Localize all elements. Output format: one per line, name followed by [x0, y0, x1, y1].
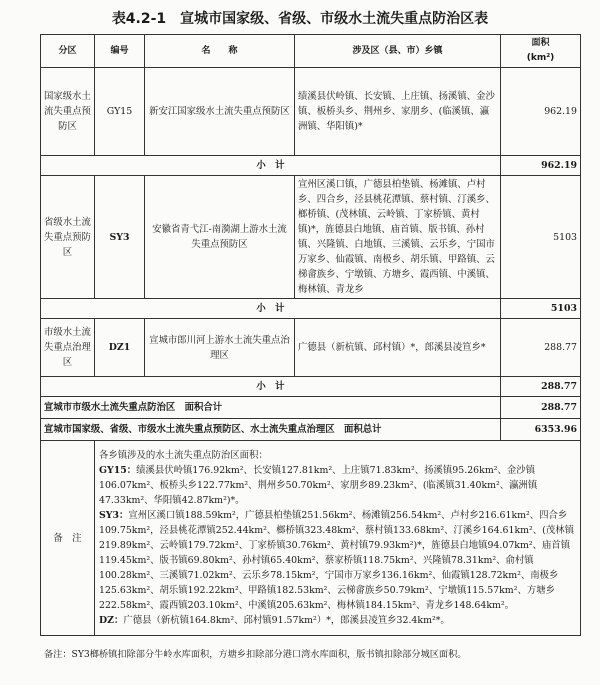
zone-name-cell: 宣城市郎川河上游水土流失重点治理区 — [145, 319, 295, 377]
category-cell: 市级水土流失重点治理区 — [41, 319, 95, 377]
notes-intro: 各乡镇涉及的水土流失重点防治区面积： — [99, 450, 268, 461]
city-total-row — [41, 397, 581, 419]
area-cell: 962.19 — [501, 68, 581, 156]
counties-cell: 广德县（新杭镇、邱村镇）*，郎溪县凌笪乡* — [295, 319, 501, 377]
footnote: 备注：SY3榔桥镇扣除部分牛岭水库面积，方塘乡扣除部分港口湾水库面积，版书镇扣除部分城区面积。 — [44, 649, 467, 660]
notes-dz-code: DZ： — [99, 615, 124, 626]
zone-name-cell: 安徽省青弋江-南漪湖上游水土流失重点预防区 — [145, 176, 295, 299]
header-category: 分区 — [41, 35, 95, 68]
table-row — [41, 68, 581, 156]
city-total-label: 宣城市市级水土流失重点防治区 面积合计 — [41, 397, 501, 419]
notes-gy15-code: GY15： — [99, 465, 137, 476]
code-cell: GY15 — [95, 68, 145, 156]
notes-content — [95, 441, 581, 636]
category-cell: 省级水土流失重点预防区 — [41, 176, 95, 299]
subtotal-label: 小 计 — [41, 377, 501, 397]
counties-cell: 绩溪县伏岭镇、长安镇、上庄镇、扬溪镇、金沙镇、板桥头乡、荆州乡、家朋乡、(临溪镇、瀛洲镇、华阳镇)* — [295, 68, 501, 156]
header-counties: 涉及区（县、市）乡镇 — [295, 35, 501, 68]
notes-label: 备 注 — [41, 441, 95, 636]
subtotal-value: 288.77 — [501, 377, 581, 397]
subtotal-row — [41, 299, 581, 319]
subtotal-value: 962.19 — [501, 156, 581, 176]
table-row — [41, 176, 581, 299]
header-area-unit: (km²) — [526, 53, 555, 63]
area-cell: 5103 — [501, 176, 581, 299]
grand-total-value: 6353.96 — [501, 419, 581, 441]
header-row — [41, 35, 581, 68]
table-title: 表4.2-1 宣城市国家级、省级、市级水土流失重点防治区表 — [111, 11, 489, 27]
subtotal-value: 5103 — [501, 299, 581, 319]
area-cell: 288.77 — [501, 319, 581, 377]
counties-cell: 宣州区溪口镇，广德县柏垫镇、杨滩镇、卢村乡、四合乡，泾县桃花潭镇、蔡村镇、汀溪乡、榔桥镇、(茂林镇、云岭镇、丁家桥镇、黄村镇)*，旌德县白地镇、庙首镇、版书镇、孙村镇、兴隆镇、白地镇、三溪镇、云乐乡，宁国市万家乡、仙霞镇、南极乡、胡乐镇、甲路镇、云梯畲族乡、宁墩镇、方塘乡、霞西镇、中溪镇、梅林镇、青龙乡 — [295, 176, 501, 299]
city-total-value: 288.77 — [501, 397, 581, 419]
header-area-label: 面积 — [531, 38, 550, 48]
grand-total-label: 宣城市国家级、省级、市级水土流失重点预防区、水土流失重点治理区 面积总计 — [41, 419, 501, 441]
notes-gy15-text: 绩溪县伏岭镇176.92km²、长安镇127.81km²、上庄镇71.83km²、扬溪镇95.26km²、金沙镇106.07km²、板桥头乡122.77km²、荆州乡50.70km²、家朋乡89.23km²、(临溪镇31.40km²、瀛洲镇47.33km²、华阳镇42.87km²)*。 — [99, 465, 538, 506]
header-area — [501, 35, 581, 68]
subtotal-label: 小 计 — [41, 156, 501, 176]
header-name: 名 称 — [145, 35, 295, 68]
key-control-zone-table — [40, 34, 581, 636]
notes-dz-text: 广德县（新杭镇164.8km²、邱村镇91.57km²）*，郎溪县凌笪乡32.4km²*。 — [123, 615, 450, 626]
category-cell: 国家级水土流失重点预防区 — [41, 68, 95, 156]
grand-total-row — [41, 419, 581, 441]
notes-row — [41, 441, 581, 636]
notes-sy3-text: 宣州区溪口镇188.59km²，广德县柏垫镇251.56km²、杨滩镇256.54km²、卢村乡216.61km²、四合乡109.75km²，泾县桃花潭镇252.44km²、榔桥镇323.48km²、蔡村镇133.68km²、汀溪乡164.61km²、(茂林镇219.89km²、云岭镇179.72km²、丁家桥镇30.76km²、黄村镇79.93km²)*，旌德县白地镇94.07km²、庙首镇119.45km²、版书镇69.80km²、孙村镇65.40km²、蔡家桥镇118.75km²、兴隆镇78.31km²、俞村镇100.28km²、三溪镇71.02km²、云乐乡78.15km²，宁国市万家乡136.16km²、仙霞镇128.72km²、南极乡125.63km²、胡乐镇192.22km²、甲路镇182.53km²、云梯畲族乡50.79km²、宁墩镇115.57km²、方塘乡222.58km²、霞西镇203.10km²、中溪镇205.63km²、梅林镇184.15km²、青龙乡148.64km²。 — [99, 510, 574, 611]
header-code: 编号 — [95, 35, 145, 68]
subtotal-row — [41, 377, 581, 397]
subtotal-label: 小 计 — [41, 299, 501, 319]
code-cell: SY3 — [95, 176, 145, 299]
zone-name-cell: 新安江国家级水土流失重点预防区 — [145, 68, 295, 156]
notes-sy3-code: SY3： — [99, 510, 129, 521]
code-cell: DZ1 — [95, 319, 145, 377]
table-row — [41, 319, 581, 377]
subtotal-row — [41, 156, 581, 176]
